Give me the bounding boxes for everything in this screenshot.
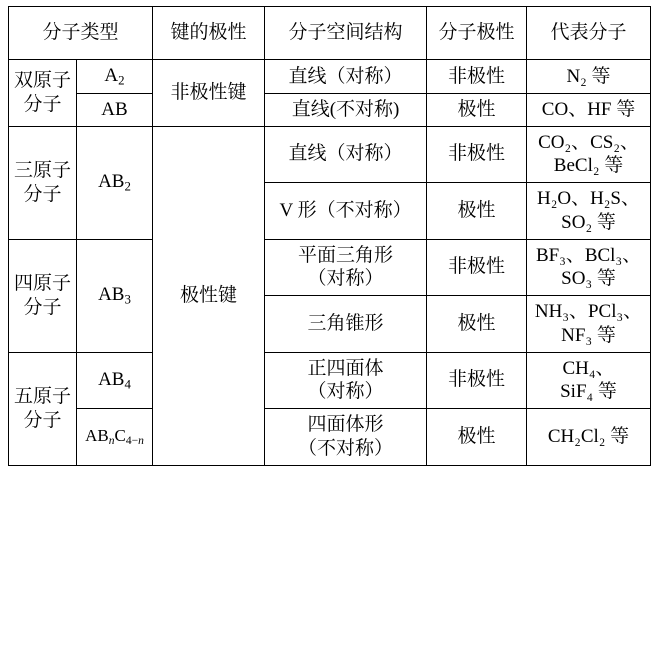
column-header-molecule-type: 分子类型 <box>9 7 153 60</box>
cell-geometry-v-asymmetric: V 形（不对称） <box>265 183 427 240</box>
representative-line-1: NH₃、PCl₃、 <box>534 301 643 322</box>
representative-line-1: H₂O、H₂S、 <box>537 188 640 209</box>
cell-formula-ab: AB <box>77 93 153 126</box>
cell-representative-ch2cl2: CH₂Cl₂ 等 <box>527 409 651 466</box>
cell-representative-co-hf: CO、HF 等 <box>527 93 651 126</box>
document-page <box>0 6 658 655</box>
geometry-line-2: （对称） <box>307 381 384 403</box>
column-header-representative: 代表分子 <box>527 7 651 60</box>
cell-geometry-trigonal-pyramidal: 三角锥形 <box>265 296 427 353</box>
table-body <box>9 60 651 466</box>
cell-molecule-type-pentaatomic: 五原子分子 <box>9 352 77 465</box>
table-row <box>9 60 651 94</box>
cell-polarity-nonpolar: 非极性 <box>427 60 527 94</box>
column-header-bond-polarity: 键的极性 <box>153 7 265 60</box>
formula-base: AB <box>98 171 125 193</box>
column-header-spatial-structure: 分子空间结构 <box>265 7 427 60</box>
geometry-line-2: （对称） <box>307 268 384 290</box>
cell-polarity-nonpolar-3: 非极性 <box>427 239 527 296</box>
geometry-line-1: 平面三角形 <box>298 244 394 266</box>
formula-base: AB <box>98 368 125 390</box>
cell-polarity-polar-4: 极性 <box>427 409 527 466</box>
table-row <box>9 352 651 409</box>
formula-base: AB <box>98 284 125 306</box>
geometry-line-1: 正四面体 <box>307 357 384 379</box>
cell-formula-ab2 <box>77 126 153 239</box>
cell-polarity-nonpolar-2: 非极性 <box>427 126 527 183</box>
cell-formula-ab3 <box>77 239 153 352</box>
geometry-line-1: 四面体形 <box>307 414 384 435</box>
cell-polarity-nonpolar-4: 非极性 <box>427 352 527 409</box>
representative-line-2: BeCl₂ 等 <box>553 155 624 177</box>
column-header-molecule-polarity: 分子极性 <box>427 7 527 60</box>
formula-subscript-n: n <box>108 434 115 448</box>
representative-line-2: SiF₄ 等 <box>560 381 617 403</box>
molecule-classification-table <box>8 6 651 466</box>
cell-polarity-polar-3: 极性 <box>427 296 527 353</box>
cell-representative-co2-cs2 <box>527 126 651 183</box>
cell-geometry-tetrahedral-asymmetric <box>265 409 427 466</box>
formula-subscript: 2 <box>118 72 125 88</box>
table-header-row <box>9 7 651 60</box>
representative-line-2: SO₂ 等 <box>561 211 616 233</box>
representative-line-1: CO₂、CS₂、 <box>538 131 639 153</box>
cell-representative-bf3-bcl3 <box>527 239 651 296</box>
cell-polarity-polar-2: 极性 <box>427 183 527 240</box>
table-header <box>9 7 651 60</box>
formula-subscript: 4 <box>124 376 131 392</box>
table-row <box>9 409 651 466</box>
cell-bond-nonpolar: 非极性键 <box>153 60 265 127</box>
cell-representative-nh3-pcl3 <box>527 296 651 353</box>
formula-subscript: 3 <box>124 291 131 307</box>
cell-representative-n2: N₂ 等 <box>527 60 651 94</box>
formula-subscript-4-n: 4−n <box>125 434 144 448</box>
cell-polarity-polar: 极性 <box>427 93 527 126</box>
cell-molecule-type-diatomic: 双原子分子 <box>9 60 77 127</box>
cell-geometry-linear-symmetric-2: 直线（对称） <box>265 126 427 183</box>
cell-geometry-regular-tetrahedron <box>265 352 427 409</box>
cell-representative-h2o-h2s <box>527 183 651 240</box>
cell-geometry-trigonal-planar <box>265 239 427 296</box>
cell-molecule-type-triatomic: 三原子分子 <box>9 126 77 239</box>
cell-bond-polar: 极性键 <box>153 126 265 465</box>
representative-line-2: NF₃ 等 <box>561 324 616 346</box>
formula-subscript: 2 <box>124 178 131 194</box>
table-row <box>9 93 651 126</box>
cell-molecule-type-tetraatomic: 四原子分子 <box>9 239 77 352</box>
geometry-line-2: （不对称） <box>298 437 394 459</box>
cell-geometry-linear-symmetric: 直线（对称） <box>265 60 427 94</box>
representative-line-2: SO₃ 等 <box>561 268 616 290</box>
formula-base: A <box>104 65 119 86</box>
cell-formula-ab4 <box>77 352 153 409</box>
cell-geometry-linear-asymmetric: 直线(不对称) <box>265 93 427 126</box>
cell-formula-a2 <box>77 60 153 94</box>
representative-line-1: BF₃、BCl₃、 <box>535 244 642 266</box>
table-row <box>9 239 651 296</box>
cell-formula-abncn: $AB_nC_{4-n}$ <box>77 409 153 466</box>
table-row <box>9 126 651 183</box>
cell-representative-ch4-sif4 <box>527 352 651 409</box>
representative-line-1: CH₄、 <box>562 357 615 379</box>
